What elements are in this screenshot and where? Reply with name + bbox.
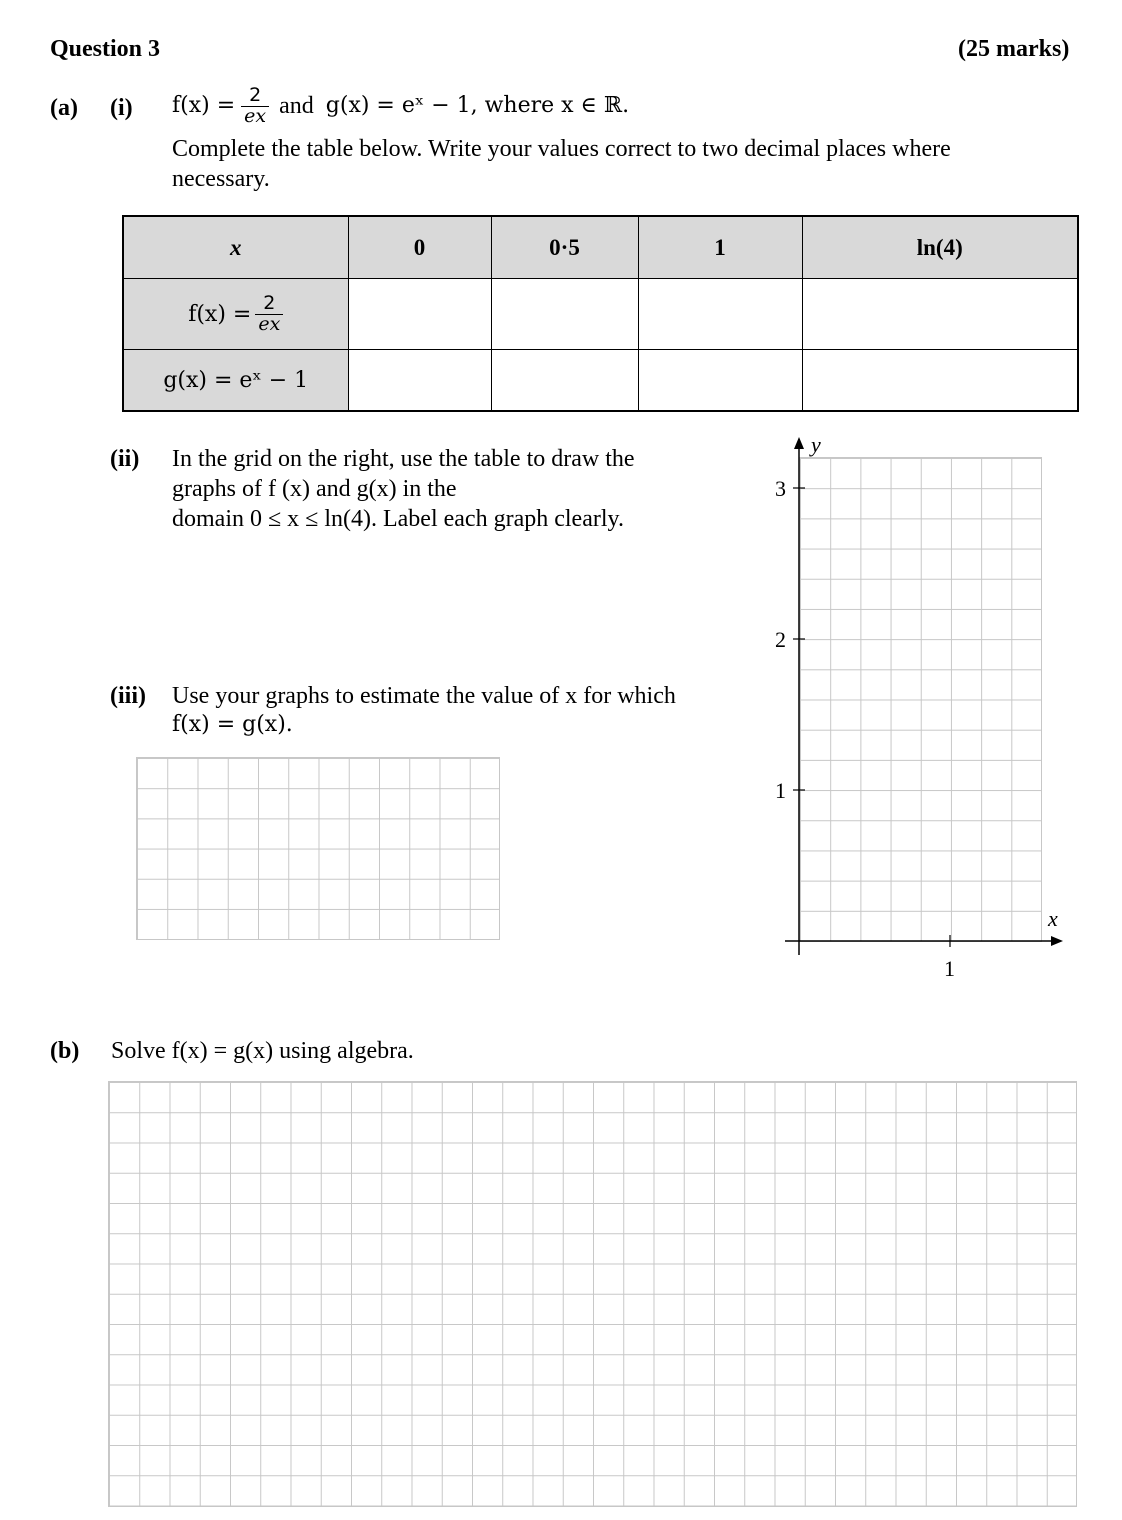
question-title: Question 3 [50,36,161,62]
table-row-g [123,350,1078,412]
algebra-answer-grid[interactable] [108,1081,1077,1507]
table-row-x [123,216,1078,279]
part-a-iii-line-1: Use your graphs to estimate the value of x for which [172,683,676,709]
g-row-label [123,350,348,412]
f-row-denominator: ex [258,312,281,335]
f-answer-cell[interactable] [802,279,1078,350]
part-a-ii-line-1: In the grid on the right, use the table to draw the [172,446,635,472]
estimate-answer-grid[interactable] [136,757,500,940]
g-answer-cell[interactable] [638,350,802,412]
f-numerator: 2 [241,86,269,107]
part-b-label: (b) [50,1038,80,1064]
part-a-ii-line-2: graphs of f (x) and g(x) in the [172,476,457,502]
g-row-text: g(x) = eˣ − 1 [163,367,309,393]
part-a-i-label: (i) [110,95,133,121]
f-row-fraction [255,291,283,335]
y-tick-label-1: 1 [775,778,786,803]
part-b-text: Solve f(x) = g(x) using algebra. [111,1038,414,1064]
y-axis-label: y [811,432,821,457]
part-a-ii-line-3: domain 0 ≤ x ≤ ln(4). Label each graph clearly. [172,506,624,532]
f-answer-cell[interactable] [638,279,802,350]
x-value-0: 0 [348,216,491,279]
instruction-line-1: Complete the table below. Write your values correct to two decimal places where [172,136,951,162]
g-answer-cell[interactable] [491,350,638,412]
x-value-2: 1 [638,216,802,279]
x-axis-arrow [1051,936,1063,946]
f-answer-cell[interactable] [348,279,491,350]
part-a-label: (a) [50,95,78,121]
f-answer-cell[interactable] [491,279,638,350]
part-a-iii-label: (iii) [110,683,146,709]
y-tick-label-3: 3 [775,476,786,501]
g-definition: g(x) = eˣ − 1, where x ∈ ℝ. [325,93,630,118]
f-row-lhs: f(x) = [188,301,252,327]
x-header: x [230,234,242,260]
function-definitions [172,78,629,134]
g-answer-cell[interactable] [802,350,1078,412]
f-lhs: f(x) = [172,93,236,118]
f-denominator: ex [244,104,267,127]
y-axis-arrow [794,437,804,449]
part-a-iii-line-2: f(x) = g(x). [172,712,293,737]
x-value-1: 0·5 [491,216,638,279]
marks-label: (25 marks) [958,36,1070,62]
f-fraction [241,83,269,127]
x-value-3: ln(4) [802,216,1078,279]
table-row-f [123,279,1078,350]
and-word: and [279,93,314,119]
x-axis-label: x [1048,906,1058,931]
f-row-label [123,279,348,350]
graph-grid[interactable] [799,457,1042,942]
y-tick-label-2: 2 [775,627,786,652]
part-a-ii-label: (ii) [110,446,140,472]
x-header-cell [123,216,348,279]
values-table [122,215,1079,412]
instruction-line-2: necessary. [172,166,270,192]
x-tick-label-1: 1 [944,956,955,981]
g-answer-cell[interactable] [348,350,491,412]
f-row-numerator: 2 [255,294,283,315]
